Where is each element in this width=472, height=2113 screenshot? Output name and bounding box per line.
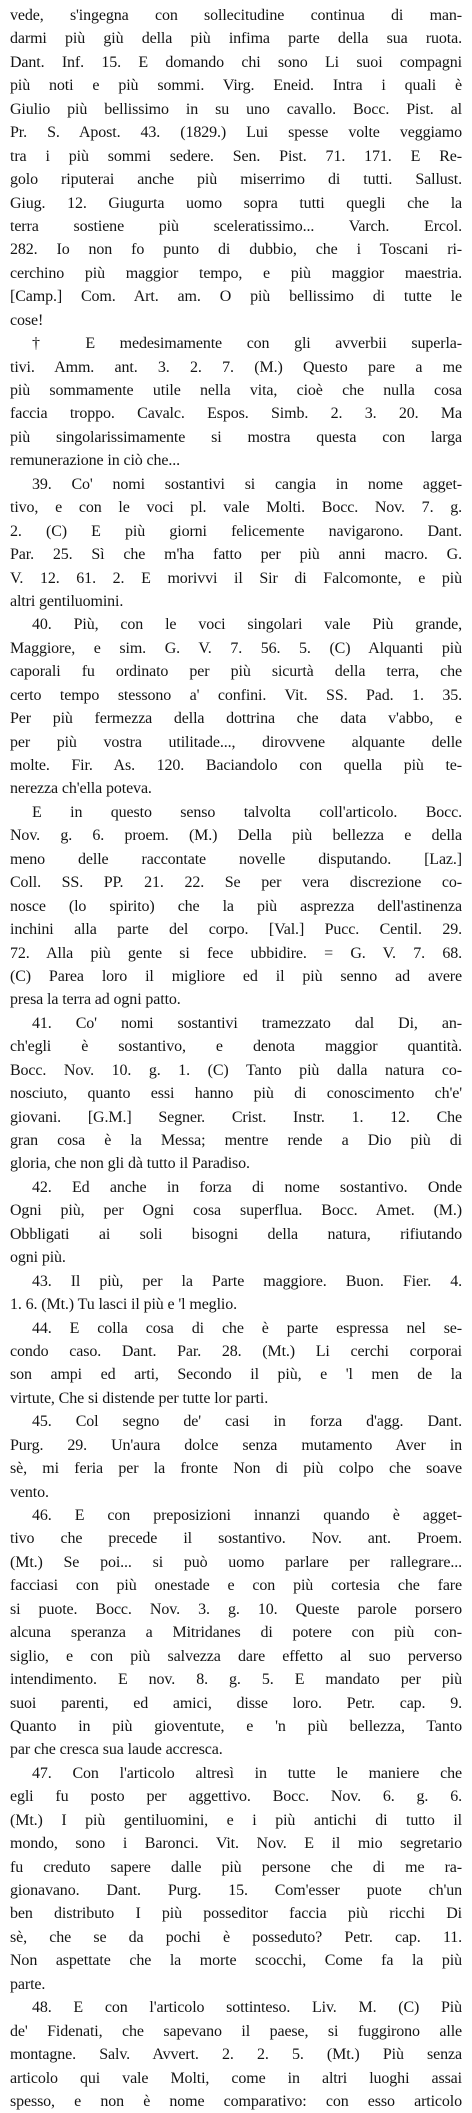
text-line: tra i più sommi sedere. Sen. Pist. 71. 171. E Re-: [10, 147, 462, 165]
text-line: più sommamente utile nella vita, cioè che nulla cosa: [10, 382, 462, 399]
text-line: molte. Fir. As. 120. Baciandolo con quella più te-: [10, 757, 462, 774]
text-line: remunerazione in ciò che...: [10, 452, 181, 470]
text-line: articolo qui vale Molti, come in altri luoghi assai: [10, 2069, 462, 2087]
text-line: intendimento. E nov. 8. g. 5. E mandato per più: [10, 1671, 462, 1689]
text-line: sè, mi feria per la fronte Non di più colpo che soave: [10, 1460, 462, 1478]
text-line: Per più fermezza della dottrina che data v'abbo, e: [10, 710, 462, 728]
text-line: golo riputerai anche più miserrimo di tutti. Sallust.: [10, 171, 462, 189]
text-line: 1. 6. (Mt.) Tu lasci il più e 'l meglio.: [10, 1296, 237, 1314]
text-line: gran cosa è la Messa; mentre rende a Dio più di: [10, 1132, 462, 1149]
text-line: Maggiore, e sim. G. V. 7. 56. 5. (C) Alquanti più: [10, 639, 462, 657]
text-line: Par. 25. Sì che m'ha fatto per più anni macro. G.: [10, 546, 462, 564]
text-line: † E medesimamente con gli avverbii superla-: [32, 335, 462, 353]
text-line: nosciuto, quanto essi hanno più di conoscimento ch'e': [10, 1085, 462, 1103]
text-line: 45. Col segno de' casi in forza d'agg. Dant.: [32, 1413, 462, 1431]
text-line: si puote. Bocc. Nov. 3. g. 10. Queste parole porsero: [10, 1600, 462, 1618]
text-line: virtute, Che si distende per tutte lor parti.: [10, 1389, 269, 1407]
text-line: cerchino più maggior tempo, e più maggior maestria.: [10, 264, 462, 282]
text-line: (C) Parea loro il migliore ed il più senno ad avere: [10, 967, 462, 985]
text-line: gloria, che non gli dà tutto il Paradiso.: [10, 1155, 250, 1173]
text-line: egli fu posto per aggettivo. Bocc. Nov. 6. g. 6.: [10, 1788, 462, 1806]
text-line: 43. Il più, per la Parte maggiore. Buon. Fier. 4.: [32, 1272, 462, 1290]
text-line: 44. E colla cosa di che è parte espressa nel se-: [32, 1319, 462, 1337]
text-line: darmi più giù della più infima parte della sua ruota.: [10, 30, 462, 48]
text-line: ben distributo I più posseditor faccia più ricchi Di: [10, 1905, 462, 1923]
text-line: 48. E con l'articolo sottinteso. Liv. M. (C) Più: [32, 1999, 462, 2017]
text-line: 42. Ed anche in forza di nome sostantivo. Onde: [32, 1178, 462, 1196]
text-line: sè, che se da pochi è posseduto? Petr. cap. 11.: [10, 1928, 462, 1946]
text-line: ch'egli è sostantivo, e denota maggior quantità.: [10, 1038, 462, 1056]
text-line: condo caso. Dant. Par. 28. (Mt.) Li cerchi corporai: [10, 1342, 462, 1360]
text-line: giovani. [G.M.] Segner. Crist. Instr. 1. 12. Che: [10, 1108, 462, 1126]
text-line: Bocc. Nov. 10. g. 1. (C) Tanto più dalla natura co-: [10, 1061, 462, 1079]
text-line: altri gentiluomini.: [10, 592, 124, 610]
text-line: E in questo senso talvolta coll'articolo. Bocc.: [32, 803, 462, 821]
text-line: Pr. S. Apost. 43. (1829.) Lui spesse volte veggiamo: [10, 124, 462, 142]
text-line: ogni più.: [10, 1249, 66, 1267]
text-line: Non aspettate che la morte scocchi, Come fa la più: [10, 1952, 462, 1970]
text-line: fu creduto sapere dalle più persone che di me ra-: [10, 1858, 462, 1876]
text-line: vento.: [10, 1483, 49, 1501]
text-line: presa la terra ad ogni patto.: [10, 991, 181, 1009]
text-line: spesso, e non è nome comparativo: con esso articolo: [10, 2092, 462, 2110]
text-line: 41. Co' nomi sostantivi tramezzato dal Di, an-: [32, 1014, 462, 1032]
text-line: meno delle raccontate novelle disputando. [Laz.]: [10, 850, 462, 868]
text-line: parte.: [10, 1975, 46, 1993]
text-line: Dant. Inf. 15. E domando chi sono Li suoi compagni: [10, 53, 462, 71]
text-line: 46. E con preposizioni innanzi quando è agget-: [32, 1507, 462, 1524]
text-line: più singolarissimamente si mostra questa con larga: [10, 428, 462, 446]
text-line: par che cresca sua laude accresca.: [10, 1741, 223, 1759]
text-line: nosce (lo spirito) che la più asprezza dell'astinenza: [10, 897, 462, 915]
text-line: 39. Co' nomi sostantivi si cangia in nome agget-: [32, 475, 462, 493]
text-line: 2. (C) E più giorni felicemente navigarono. Dant.: [10, 522, 462, 540]
text-line: Obbligati ai soli bisogni della natura, rifiutando: [10, 1225, 462, 1243]
text-line: facciasi con più onestade e con più cortesia che fare: [10, 1577, 462, 1595]
text-line: 40. Più, con le voci singolari vale Più grande,: [32, 616, 462, 634]
text-line: gionavano. Dant. Purg. 15. Com'esser puote ch'un: [10, 1882, 462, 1899]
text-line: 282. Io non fo punto di dubbio, che i Toscani ri-: [10, 241, 462, 259]
text-line: suoi parenti, ed amici, disse loro. Petr. cap. 9.: [10, 1694, 462, 1712]
text-line: inchini alla parte del corpo. [Val.] Pucc. Centil. 29.: [10, 921, 462, 939]
text-line: Ogni più, per Ogni cosa superflua. Bocc. Amet. (M.): [10, 1202, 462, 1220]
text-line: Nov. g. 6. proem. (M.) Della più bellezza e della: [10, 827, 462, 845]
text-line: Giug. 12. Giugurta uomo sopra tutti quegli che la: [10, 194, 462, 212]
text-line: faccia troppo. Cavalc. Espos. Simb. 2. 3. 20. Ma: [10, 405, 462, 423]
text-line: Giulio più bellissimo in su uno cavallo. Bocc. Pist. al: [10, 100, 462, 118]
text-line: (Mt.) I più gentiluomini, e i più antichi di tutto il: [10, 1811, 462, 1829]
text-line: alcuna speranza a Mitridanes di potere con più con-: [10, 1624, 462, 1642]
text-line: Purg. 29. Un'aura dolce senza mutamento Aver in: [10, 1436, 462, 1454]
text-line: più noti e più sommi. Virg. Eneid. Intra i quali è: [10, 77, 462, 95]
text-line: montagne. Salv. Avvert. 2. 2. 5. (Mt.) Più senza: [10, 2046, 462, 2064]
text-line: vede, s'ingegna con sollecitudine continua di man-: [10, 7, 462, 24]
text-line: siglio, e con più salvezza dare effetto al suo perverso: [10, 1647, 462, 1665]
text-line: [Camp.] Com. Art. am. O più bellissimo di tutte le: [10, 288, 462, 306]
text-line: tivo che precede il sostantivo. Nov. ant. Proem.: [10, 1530, 462, 1548]
text-line: per più vostra utilitade..., dirovvene alquante delle: [10, 733, 462, 751]
text-line: 72. Alla più gente si fece ubbidire. = G. V. 7. 68.: [10, 944, 462, 962]
text-line: son ampi ed arti, Secondo il più, e 'l men de la: [10, 1366, 462, 1384]
text-line: Coll. SS. PP. 21. 22. Se per vera discrezione co-: [10, 874, 462, 892]
text-line: tivo, e con le voci pl. vale Molti. Bocc. Nov. 7. g.: [10, 499, 462, 517]
text-line: caporali fu ordinato per più sicurtà della terra, che: [10, 663, 462, 681]
text-line: nerezza ch'ella poteva.: [10, 780, 152, 798]
text-line: mondo, sono i Baronci. Vit. Nov. E il mio segretario: [10, 1835, 462, 1853]
text-line: terra sostiene più sceleratissimo... Varch. Ercol.: [10, 217, 462, 235]
text-line: de' Fidenati, che sapevano il paese, si fuggirono alle: [10, 2022, 462, 2040]
text-line: Quanto in più gioventute, e 'n più bellezza, Tanto: [10, 1717, 462, 1735]
text-line: tivi. Amm. ant. 3. 2. 7. (M.) Questo pare a me: [10, 358, 462, 376]
text-line: certo tempo stessono a' confini. Vit. SS. Pad. 1. 35.: [10, 686, 462, 704]
text-line: 47. Con l'articolo altresì in tutte le maniere che: [32, 1764, 462, 1782]
text-line: (Mt.) Se poi... si può uomo parlare per rallegrare...: [10, 1553, 462, 1571]
text-line: cose!: [10, 311, 44, 329]
text-line: V. 12. 61. 2. E morivvi il Sir di Falcomonte, e più: [10, 569, 462, 587]
